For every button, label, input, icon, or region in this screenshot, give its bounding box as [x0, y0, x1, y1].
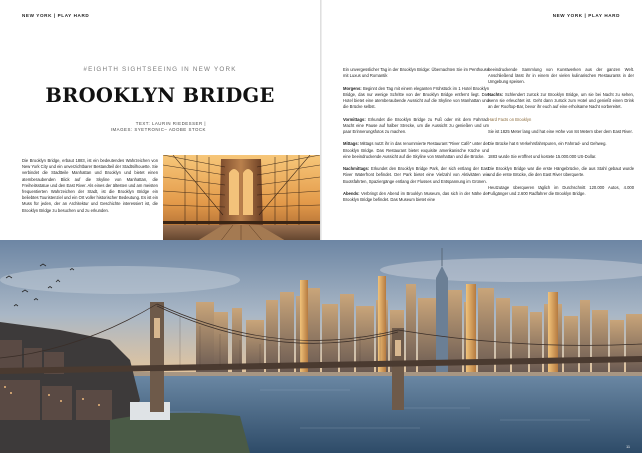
paragraph-nachts [488, 92, 634, 111]
label-abends: Abends: [343, 190, 360, 196]
paragraph-morgens [343, 86, 489, 111]
text-vormittags: Erkundet die Brooklyn Bridge zu Fuß oder mit dem Fahrrad. Macht eine Pause auf halber Strecke, um die Aussicht zu genießen und um paar Erinnerungsfotos zu machen. [343, 116, 489, 134]
paragraph-nachmittags [343, 166, 489, 185]
text-abends: Verbringt den Abend im Brooklyn Museum, das sich in der Nähe der Brooklyn Bridge befindet. Das Museum bietet eine [343, 190, 489, 203]
text-column-1 [343, 67, 489, 210]
column2-intro: beeindruckende Sammlung von Kunstwerken aus der ganzen Welt. Anschließend lässt ihr in einem der vielen kulinarischen Restaurants in der Umgebung speisen. [488, 67, 634, 85]
page-gutter [320, 0, 322, 240]
text-morgens: Beginnt den Tag mit einem eleganten Frühstück im 1 Hotel Brooklyn Bridge, das nur wenige Schritte von der Brooklyn Bridge entfernt liegt. Das Hotel bietet eine atemberaubende Aussicht auf die Skyline von Manhattan und die Brücke selbst. [343, 85, 489, 110]
article-kicker: #EIGHTH SIGHTSEEING IN NEW YORK [83, 66, 237, 73]
paragraph-vormittags [343, 117, 489, 136]
text-nachmittags: Erkundet den Brooklyn Bridge Park, der sich entlang der East River Waterfront befindet. Der Park bietet eine Vielzahl von Aktivitäten wie Bootsfahrten, Spaziergänge entlang der Flusses und Entspannung im Grünen. [343, 166, 489, 184]
fact-3: 1883 wurde Sie eröffnet und kostete 15.000.000 US-Dollar. [488, 153, 597, 159]
label-nachmittags: Nachmittags: [343, 166, 370, 172]
label-mittags: Mittags: [343, 141, 359, 147]
label-morgens: Morgens: [343, 85, 362, 91]
fact-5: Heutzutage überqueren täglich im Durchschnitt 120.000 Autos, 4.000 Fußgänger und 2.600 Radfahrer die Brooklyn Bridge. [488, 184, 634, 196]
column1-intro: Ein unvergesslicher Tag in der Brooklyn Bridge: Übernachten Sie im Penthouse mit Luxus und Romantik [343, 67, 489, 79]
fact-2: Die Brücke hat 6 Verkehrsfahrspuren, ein Fahrrad- und Gehweg. [488, 141, 607, 147]
fact-1: Sie ist 1825 Meter lang und hat eine Höhe von 84 Metern über dem East River. [488, 128, 633, 134]
credit-text: TEXT: LAURIN RIEDESSER | [135, 121, 206, 126]
facts-heading: Hard Facts on Brooklyn [488, 116, 532, 122]
credit-images: IMAGES: SYETRONIC– ADOBE STOCK [110, 127, 206, 133]
label-vormittags: Vormittags: [343, 116, 366, 122]
article-intro: Die Brooklyn Bridge, erbaut 1883, ist ein bedeutendes Wahrzeichen von New York City und ein unverzichtbarer Bestandteil der Stadtsilhouette. Sie verbindet die Stadtteile Manhattan und Brooklyn und bietet einen atemberaubenden Blick auf die Skyline von Manhattan, die Freiheitsstatue und den East River. Als eines der ältesten und am meisten frequentierten Wahrzeichen der Stadt, ist die Brooklyn Bridge ein beliebtes Touristenziel und ein Ort voller historischer Bedeutung. Es ist ein Muss für jeden, der an Architektur und Geschichte interessiert ist, die Brooklyn Bridge zu besuchen und zu erkunden. [22, 158, 158, 213]
manhattan-skyline-panorama [0, 240, 642, 453]
paragraph-abends [343, 191, 489, 203]
text-mittags: Mittags nutzt ihr in das renommierte Restaurant "River Café" unter der Brooklyn Bridge. Das Restaurant bietet exquisite amerikanische Küche und eine beeindruckende Aussicht auf die Skyline von Manhattan und die Brücke. [343, 141, 489, 159]
label-nachts: Nachts: [488, 91, 504, 97]
article-credits [40, 121, 206, 133]
running-header-left: NEW YORK | PLAY HARD [22, 13, 90, 18]
running-header-right: NEW YORK | PLAY HARD [552, 13, 620, 18]
page-number: 11 [626, 444, 631, 449]
text-nachts: Schlendert zurück zur Brooklyn Bridge, um sie bei Nacht zu sehen, wenn sie erleuchtet ist. Geht dann zurück zum Hotel und genießt einen Drink an der Rooftop-Bar, bevor ihr euch auf eine erholsame Nacht vorbereitet. [488, 91, 635, 110]
fact-4: Die Brooklyn Bridge war die erste Hängebrücke, die aus Stahl gebaut wurde und die erste Brücke, die den East River überquerte. [488, 166, 634, 178]
bridge-walkway-photo [163, 155, 320, 251]
paragraph-mittags [343, 141, 489, 160]
article-title: BROOKLYN BRIDGE [45, 84, 275, 107]
text-column-2 [488, 67, 634, 203]
